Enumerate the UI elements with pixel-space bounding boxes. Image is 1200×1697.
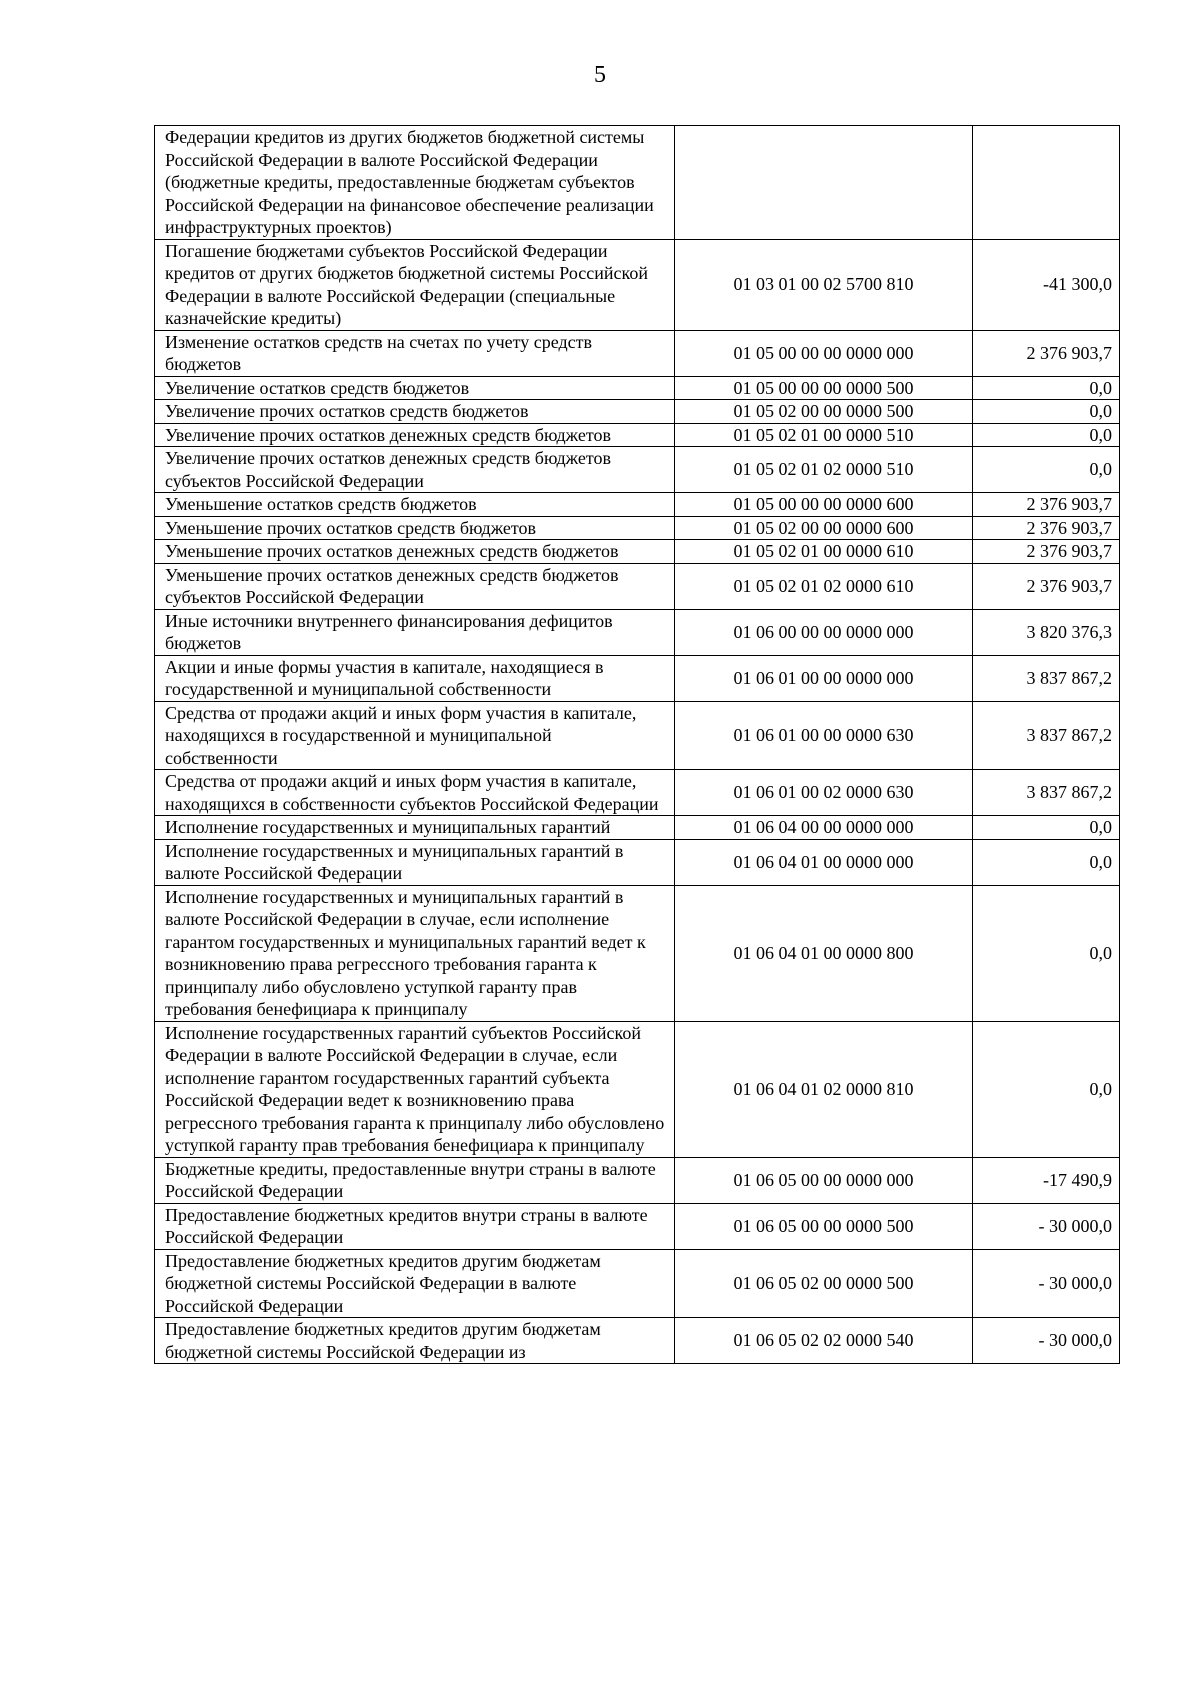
row-name-cell: Исполнение государственных и муниципальных гарантий bbox=[155, 816, 675, 840]
row-code-cell: 01 05 02 01 02 0000 610 bbox=[675, 563, 973, 609]
table-row bbox=[155, 885, 1120, 1021]
row-amount-cell: 0,0 bbox=[973, 423, 1120, 447]
table-row bbox=[155, 423, 1120, 447]
table-row bbox=[155, 540, 1120, 564]
table-row bbox=[155, 1021, 1120, 1157]
row-name-cell: Предоставление бюджетных кредитов другим бюджетам бюджетной системы Российской Федерации из bbox=[155, 1318, 675, 1364]
row-name-cell: Увеличение остатков средств бюджетов bbox=[155, 376, 675, 400]
table-row bbox=[155, 655, 1120, 701]
row-code-cell: 01 05 02 00 00 0000 600 bbox=[675, 516, 973, 540]
table-row bbox=[155, 839, 1120, 885]
row-name-cell: Уменьшение остатков средств бюджетов bbox=[155, 493, 675, 517]
row-name-cell: Увеличение прочих остатков денежных средств бюджетов bbox=[155, 423, 675, 447]
row-amount-cell: 0,0 bbox=[973, 885, 1120, 1021]
row-amount-cell: - 30 000,0 bbox=[973, 1203, 1120, 1249]
table-body bbox=[155, 126, 1120, 1364]
row-name-cell: Изменение остатков средств на счетах по учету средств бюджетов bbox=[155, 330, 675, 376]
table-row bbox=[155, 1203, 1120, 1249]
row-amount-cell: 3 837 867,2 bbox=[973, 655, 1120, 701]
row-code-cell: 01 06 04 00 00 0000 000 bbox=[675, 816, 973, 840]
row-code-cell: 01 06 04 01 00 0000 000 bbox=[675, 839, 973, 885]
row-amount-cell: - 30 000,0 bbox=[973, 1249, 1120, 1318]
row-name-cell: Уменьшение прочих остатков денежных средств бюджетов bbox=[155, 540, 675, 564]
row-code-cell: 01 06 01 00 00 0000 000 bbox=[675, 655, 973, 701]
row-code-cell: 01 06 00 00 00 0000 000 bbox=[675, 609, 973, 655]
row-amount-cell: 2 376 903,7 bbox=[973, 540, 1120, 564]
row-amount-cell: -17 490,9 bbox=[973, 1157, 1120, 1203]
row-code-cell: 01 03 01 00 02 5700 810 bbox=[675, 239, 973, 330]
row-amount-cell: 2 376 903,7 bbox=[973, 330, 1120, 376]
row-code-cell: 01 06 05 02 00 0000 500 bbox=[675, 1249, 973, 1318]
row-name-cell: Увеличение прочих остатков денежных средств бюджетов субъектов Российской Федерации bbox=[155, 447, 675, 493]
row-amount-cell: 0,0 bbox=[973, 376, 1120, 400]
row-name-cell: Уменьшение прочих остатков денежных средств бюджетов субъектов Российской Федерации bbox=[155, 563, 675, 609]
row-amount-cell: 0,0 bbox=[973, 839, 1120, 885]
row-amount-cell: 3 837 867,2 bbox=[973, 770, 1120, 816]
row-code-cell: 01 06 01 00 02 0000 630 bbox=[675, 770, 973, 816]
table-row bbox=[155, 816, 1120, 840]
row-code-cell: 01 06 05 02 02 0000 540 bbox=[675, 1318, 973, 1364]
sources-financing-table bbox=[154, 125, 1120, 1364]
row-name-cell: Исполнение государственных и муниципальных гарантий в валюте Российской Федерации bbox=[155, 839, 675, 885]
row-amount-cell: - 30 000,0 bbox=[973, 1318, 1120, 1364]
table-row bbox=[155, 330, 1120, 376]
row-amount-cell: 0,0 bbox=[973, 447, 1120, 493]
row-name-cell: Предоставление бюджетных кредитов другим бюджетам бюджетной системы Российской Федерации в валюте Российской Федерации bbox=[155, 1249, 675, 1318]
row-name-cell: Акции и иные формы участия в капитале, находящиеся в государственной и муниципальной собственности bbox=[155, 655, 675, 701]
table-row bbox=[155, 563, 1120, 609]
row-code-cell bbox=[675, 126, 973, 240]
row-name-cell: Увеличение прочих остатков средств бюджетов bbox=[155, 400, 675, 424]
row-code-cell: 01 05 02 00 00 0000 500 bbox=[675, 400, 973, 424]
page-number: 5 bbox=[594, 62, 606, 88]
row-amount-cell: 0,0 bbox=[973, 816, 1120, 840]
row-code-cell: 01 06 04 01 02 0000 810 bbox=[675, 1021, 973, 1157]
row-name-cell: Иные источники внутреннего финансирования дефицитов бюджетов bbox=[155, 609, 675, 655]
table-row bbox=[155, 400, 1120, 424]
row-name-cell: Средства от продажи акций и иных форм участия в капитале, находящихся в государственной и муниципальной собственности bbox=[155, 701, 675, 770]
table-row bbox=[155, 126, 1120, 240]
row-amount-cell: 0,0 bbox=[973, 400, 1120, 424]
row-amount-cell: 2 376 903,7 bbox=[973, 493, 1120, 517]
row-amount-cell: 2 376 903,7 bbox=[973, 563, 1120, 609]
row-name-cell: Погашение бюджетами субъектов Российской Федерации кредитов от других бюджетов бюджетной системы Российской Федерации в валюте Российской Федерации (специальные казначейские кредиты) bbox=[155, 239, 675, 330]
row-name-cell: Предоставление бюджетных кредитов внутри страны в валюте Российской Федерации bbox=[155, 1203, 675, 1249]
table-row bbox=[155, 1318, 1120, 1364]
row-amount-cell: 3 837 867,2 bbox=[973, 701, 1120, 770]
table-row bbox=[155, 701, 1120, 770]
table-row bbox=[155, 376, 1120, 400]
table-row bbox=[155, 1157, 1120, 1203]
row-code-cell: 01 06 05 00 00 0000 000 bbox=[675, 1157, 973, 1203]
table-row bbox=[155, 1249, 1120, 1318]
row-code-cell: 01 06 01 00 00 0000 630 bbox=[675, 701, 973, 770]
table-row bbox=[155, 609, 1120, 655]
row-name-cell: Исполнение государственных и муниципальных гарантий в валюте Российской Федерации в случае, если исполнение гарантом государственных и муниципальных гарантий ведет к возникновению права регрессного требования гаранта к принципалу либо обусловлено уступкой гаранту прав требования бенефициара к принципалу bbox=[155, 885, 675, 1021]
row-code-cell: 01 06 05 00 00 0000 500 bbox=[675, 1203, 973, 1249]
table-row bbox=[155, 516, 1120, 540]
row-name-cell: Бюджетные кредиты, предоставленные внутри страны в валюте Российской Федерации bbox=[155, 1157, 675, 1203]
row-name-cell: Исполнение государственных гарантий субъектов Российской Федерации в валюте Российской Федерации в случае, если исполнение гарантом государственных гарантий субъекта Российской Федерации ведет к возникновению права регрессного требования гаранта к принципалу либо обусловлено уступкой гаранту прав требования бенефициара к принципалу bbox=[155, 1021, 675, 1157]
table-row bbox=[155, 239, 1120, 330]
row-code-cell: 01 06 04 01 00 0000 800 bbox=[675, 885, 973, 1021]
row-amount-cell: 0,0 bbox=[973, 1021, 1120, 1157]
row-code-cell: 01 05 02 01 00 0000 610 bbox=[675, 540, 973, 564]
row-code-cell: 01 05 02 01 02 0000 510 bbox=[675, 447, 973, 493]
row-amount-cell bbox=[973, 126, 1120, 240]
row-code-cell: 01 05 00 00 00 0000 500 bbox=[675, 376, 973, 400]
row-code-cell: 01 05 00 00 00 0000 600 bbox=[675, 493, 973, 517]
row-amount-cell: 3 820 376,3 bbox=[973, 609, 1120, 655]
row-code-cell: 01 05 02 01 00 0000 510 bbox=[675, 423, 973, 447]
table-row bbox=[155, 770, 1120, 816]
row-name-cell: Уменьшение прочих остатков средств бюджетов bbox=[155, 516, 675, 540]
row-code-cell: 01 05 00 00 00 0000 000 bbox=[675, 330, 973, 376]
table-row bbox=[155, 447, 1120, 493]
row-amount-cell: -41 300,0 bbox=[973, 239, 1120, 330]
row-name-cell: Федерации кредитов из других бюджетов бюджетной системы Российской Федерации в валюте Российской Федерации (бюджетные кредиты, предоставленные бюджетам субъектов Российской Федерации на финансовое обеспечение реализации инфраструктурных проектов) bbox=[155, 126, 675, 240]
row-amount-cell: 2 376 903,7 bbox=[973, 516, 1120, 540]
table-row bbox=[155, 493, 1120, 517]
row-name-cell: Средства от продажи акций и иных форм участия в капитале, находящихся в собственности субъектов Российской Федерации bbox=[155, 770, 675, 816]
